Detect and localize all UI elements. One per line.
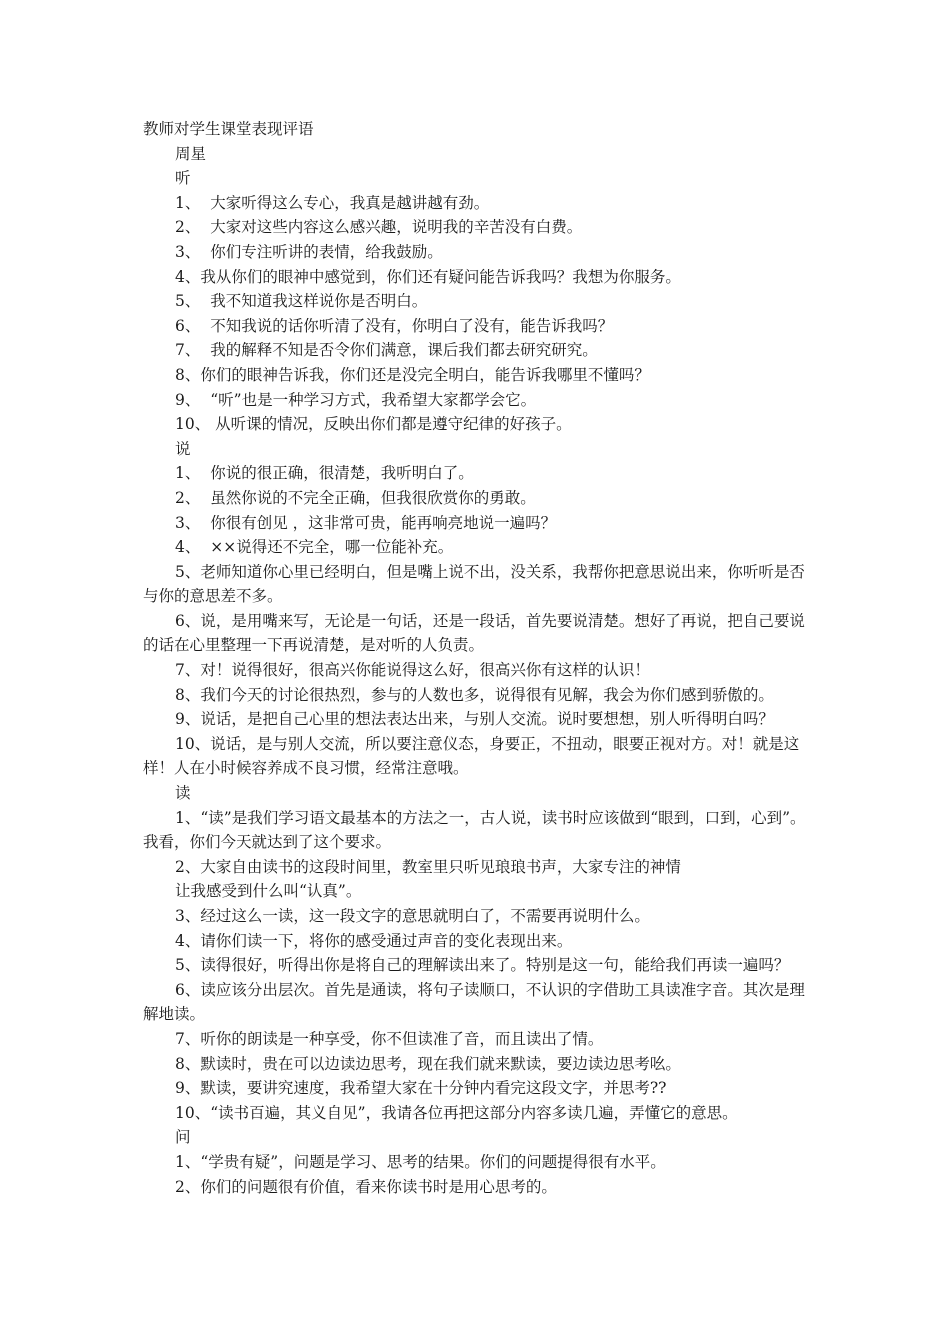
document-body [143,117,815,1199]
section-heading-listen: 听 [175,169,191,188]
list-item: 5、读得很好，听得出你是将自己的理解读出来了。特别是这一句，能给我们再读一遍吗？ [175,956,790,975]
list-item: 6、读应该分出层次。首先是通读，将句子读顺口，不认识的字借助工具读准字音。其次是理解地读。 [143,980,805,1024]
list-item: 7、 我的解释不知是否令你们满意，课后我们都去研究研究。 [175,341,598,360]
list-item: 2、 大家对这些内容这么感兴趣，说明我的辛苦没有白费。 [175,218,583,237]
list-item: 3、经过这么一读，这一段文字的意思就明白了，不需要再说明什么。 [175,907,650,925]
list-item: 10、 从听课的情况，反映出你们都是遵守纪律的好孩子。 [175,415,572,434]
list-item-continuation: 让我感受到什么叫“认真”。 [175,882,362,901]
section-heading-ask: 问 [175,1128,191,1147]
section-heading-read: 读 [175,784,191,803]
list-item: 4、我从你们的眼神中感觉到，你们还有疑问能告诉我吗？我想为你服务。 [175,267,681,286]
document-title: 教师对学生课堂表现评语 [143,120,314,138]
list-item: 9、说话，是把自己心里的想法表达出来，与别人交流。说时要想想，别人听得明白吗？ [175,710,774,729]
list-item: 4、请你们读一下，将你的感受通过声音的变化表现出来。 [175,931,573,950]
list-item: 2、 虽然你说的不完全正确，但我很欣赏你的勇敢。 [175,488,536,507]
list-item: 3、 你们专注听讲的表情，给我鼓励。 [175,242,443,261]
list-item: 2、大家自由读书的这段时间里，教室里只听见琅琅书声，大家专注的神情 [175,857,681,876]
list-item: 3、 你很有创见 ，这非常可贵，能再响亮地说一遍吗？ [175,513,557,532]
list-item: 10、“读书百遍，其义自见”，我请各位再把这部分内容多读几遍，弄懂它的意思。 [175,1103,738,1122]
list-item: 6、说，是用嘴来写，无论是一句话，还是一段话，首先要说清楚。想好了再说，把自己要说的话在心里整理一下再说清楚，是对听的人负责。 [143,611,805,655]
list-item: 9、 “听”也是一种学习方式，我希望大家都学会它。 [175,390,537,409]
list-item: 6、 不知我说的话你听清了没有，你明白了没有，能告诉我吗？ [175,316,614,335]
list-item: 10、说话，是与别人交流，所以要注意仪态，身要正，不扭动，眼要正视对方。对！就是这样！人在小时候容养成不良习惯，经常注意哦。 [143,734,800,778]
section-heading-speak: 说 [175,439,191,458]
list-item: 1、“学贵有疑”，问题是学习、思考的结果。你们的问题提得很有水平。 [175,1152,666,1171]
list-item: 1、 大家听得这么专心，我真是越讲越有劲。 [175,193,490,212]
list-item: 7、对！说得很好，很高兴你能说得这么好，很高兴你有这样的认识！ [175,661,650,680]
list-item: 8、你们的眼神告诉我，你们还是没完全明白，能告诉我哪里不懂吗？ [175,365,650,384]
list-item: 8、我们今天的讨论很热烈，参与的人数也多，说得很有见解，我会为你们感到骄傲的。 [175,685,774,704]
list-item: 1、“读”是我们学习语文最基本的方法之一，古人说，读书时应该做到“眼到，口到，心到”。我看，你们今天就达到了这个要求。 [143,808,806,852]
list-item: 4、 ××说得还不完全，哪一位能补充。 [175,538,454,557]
list-item: 5、老师知道你心里已经明白，但是嘴上说不出，没关系，我帮你把意思说出来，你听听是否与你的意思差不多。 [143,562,805,606]
list-item: 1、 你说的很正确，很清楚，我听明白了。 [175,464,474,483]
list-item: 9、默读，要讲究速度，我希望大家在十分钟内看完这段文字，并思考?? [175,1079,667,1098]
list-item: 5、 我不知道我这样说你是否明白。 [175,292,428,311]
list-item: 7、听你的朗读是一种享受，你不但读准了音，而且读出了情。 [175,1029,604,1048]
list-item: 8、默读时，贵在可以边读边思考，现在我们就来默读，要边读边思考吆。 [175,1054,681,1073]
list-item: 2、你们的问题很有价值，看来你读书时是用心思考的。 [175,1177,557,1196]
document-author: 周星 [175,144,207,163]
